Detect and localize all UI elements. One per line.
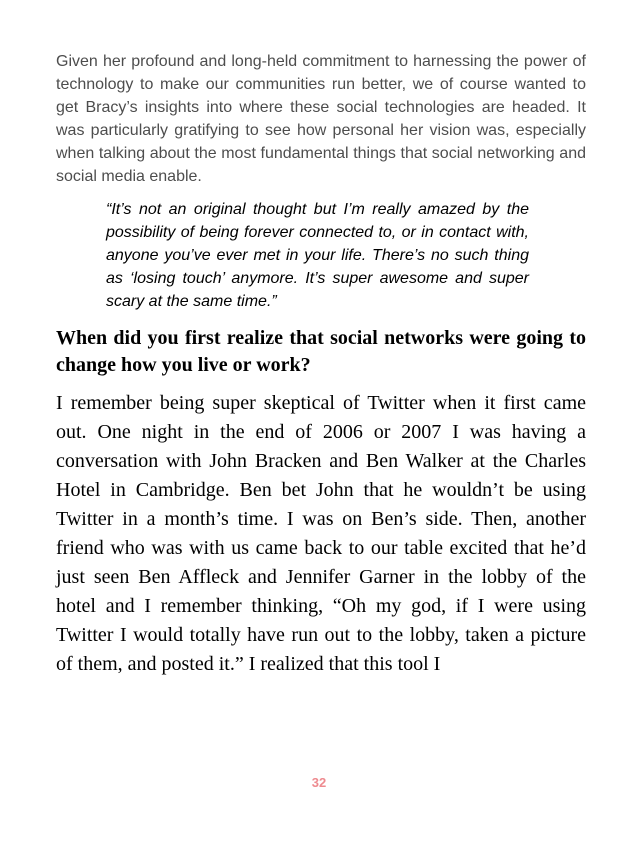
pull-quote: “It’s not an original thought but I’m really amazed by the possibility of being forever connected to, or in contact with, anyone you’ve ever met in your life. There’s no such thing as ‘losing touch’ anymore. It’s super awesome and super scary at the same time.” [106,201,529,310]
interview-question: When did you first realize that social networks were going to change how you live or work? [56,327,586,376]
intro-paragraph: Given her profound and long-held commitment to harnessing the power of technology to make our communities run better, we of course wanted to get Bracy’s insights into where these social technologies are headed. It was particularly gratifying to see how personal her vision was, especially when talking about the most fundamental things that social networking and social media enable. [56,53,586,185]
page-content [56,50,586,679]
page-number: 32 [311,775,327,790]
interview-answer: I remember being super skeptical of Twitter when it first came out. One night in the end of 2006 or 2007 I was having a conversation with John Bracken and Ben Walker at the Charles Hotel in Cambridge. Ben bet John that he wouldn’t be using Twitter in a month’s time. I was on Ben’s side. Then, another friend who was with us came back to our table excited that he’d just seen Ben Affleck and Jennifer Garner in the lobby of the hotel and I remember thinking, “Oh my god, if I were using Twitter I would totally have run out to the lobby, taken a picture of them, and posted it.” I realized that this tool I [56,392,586,675]
